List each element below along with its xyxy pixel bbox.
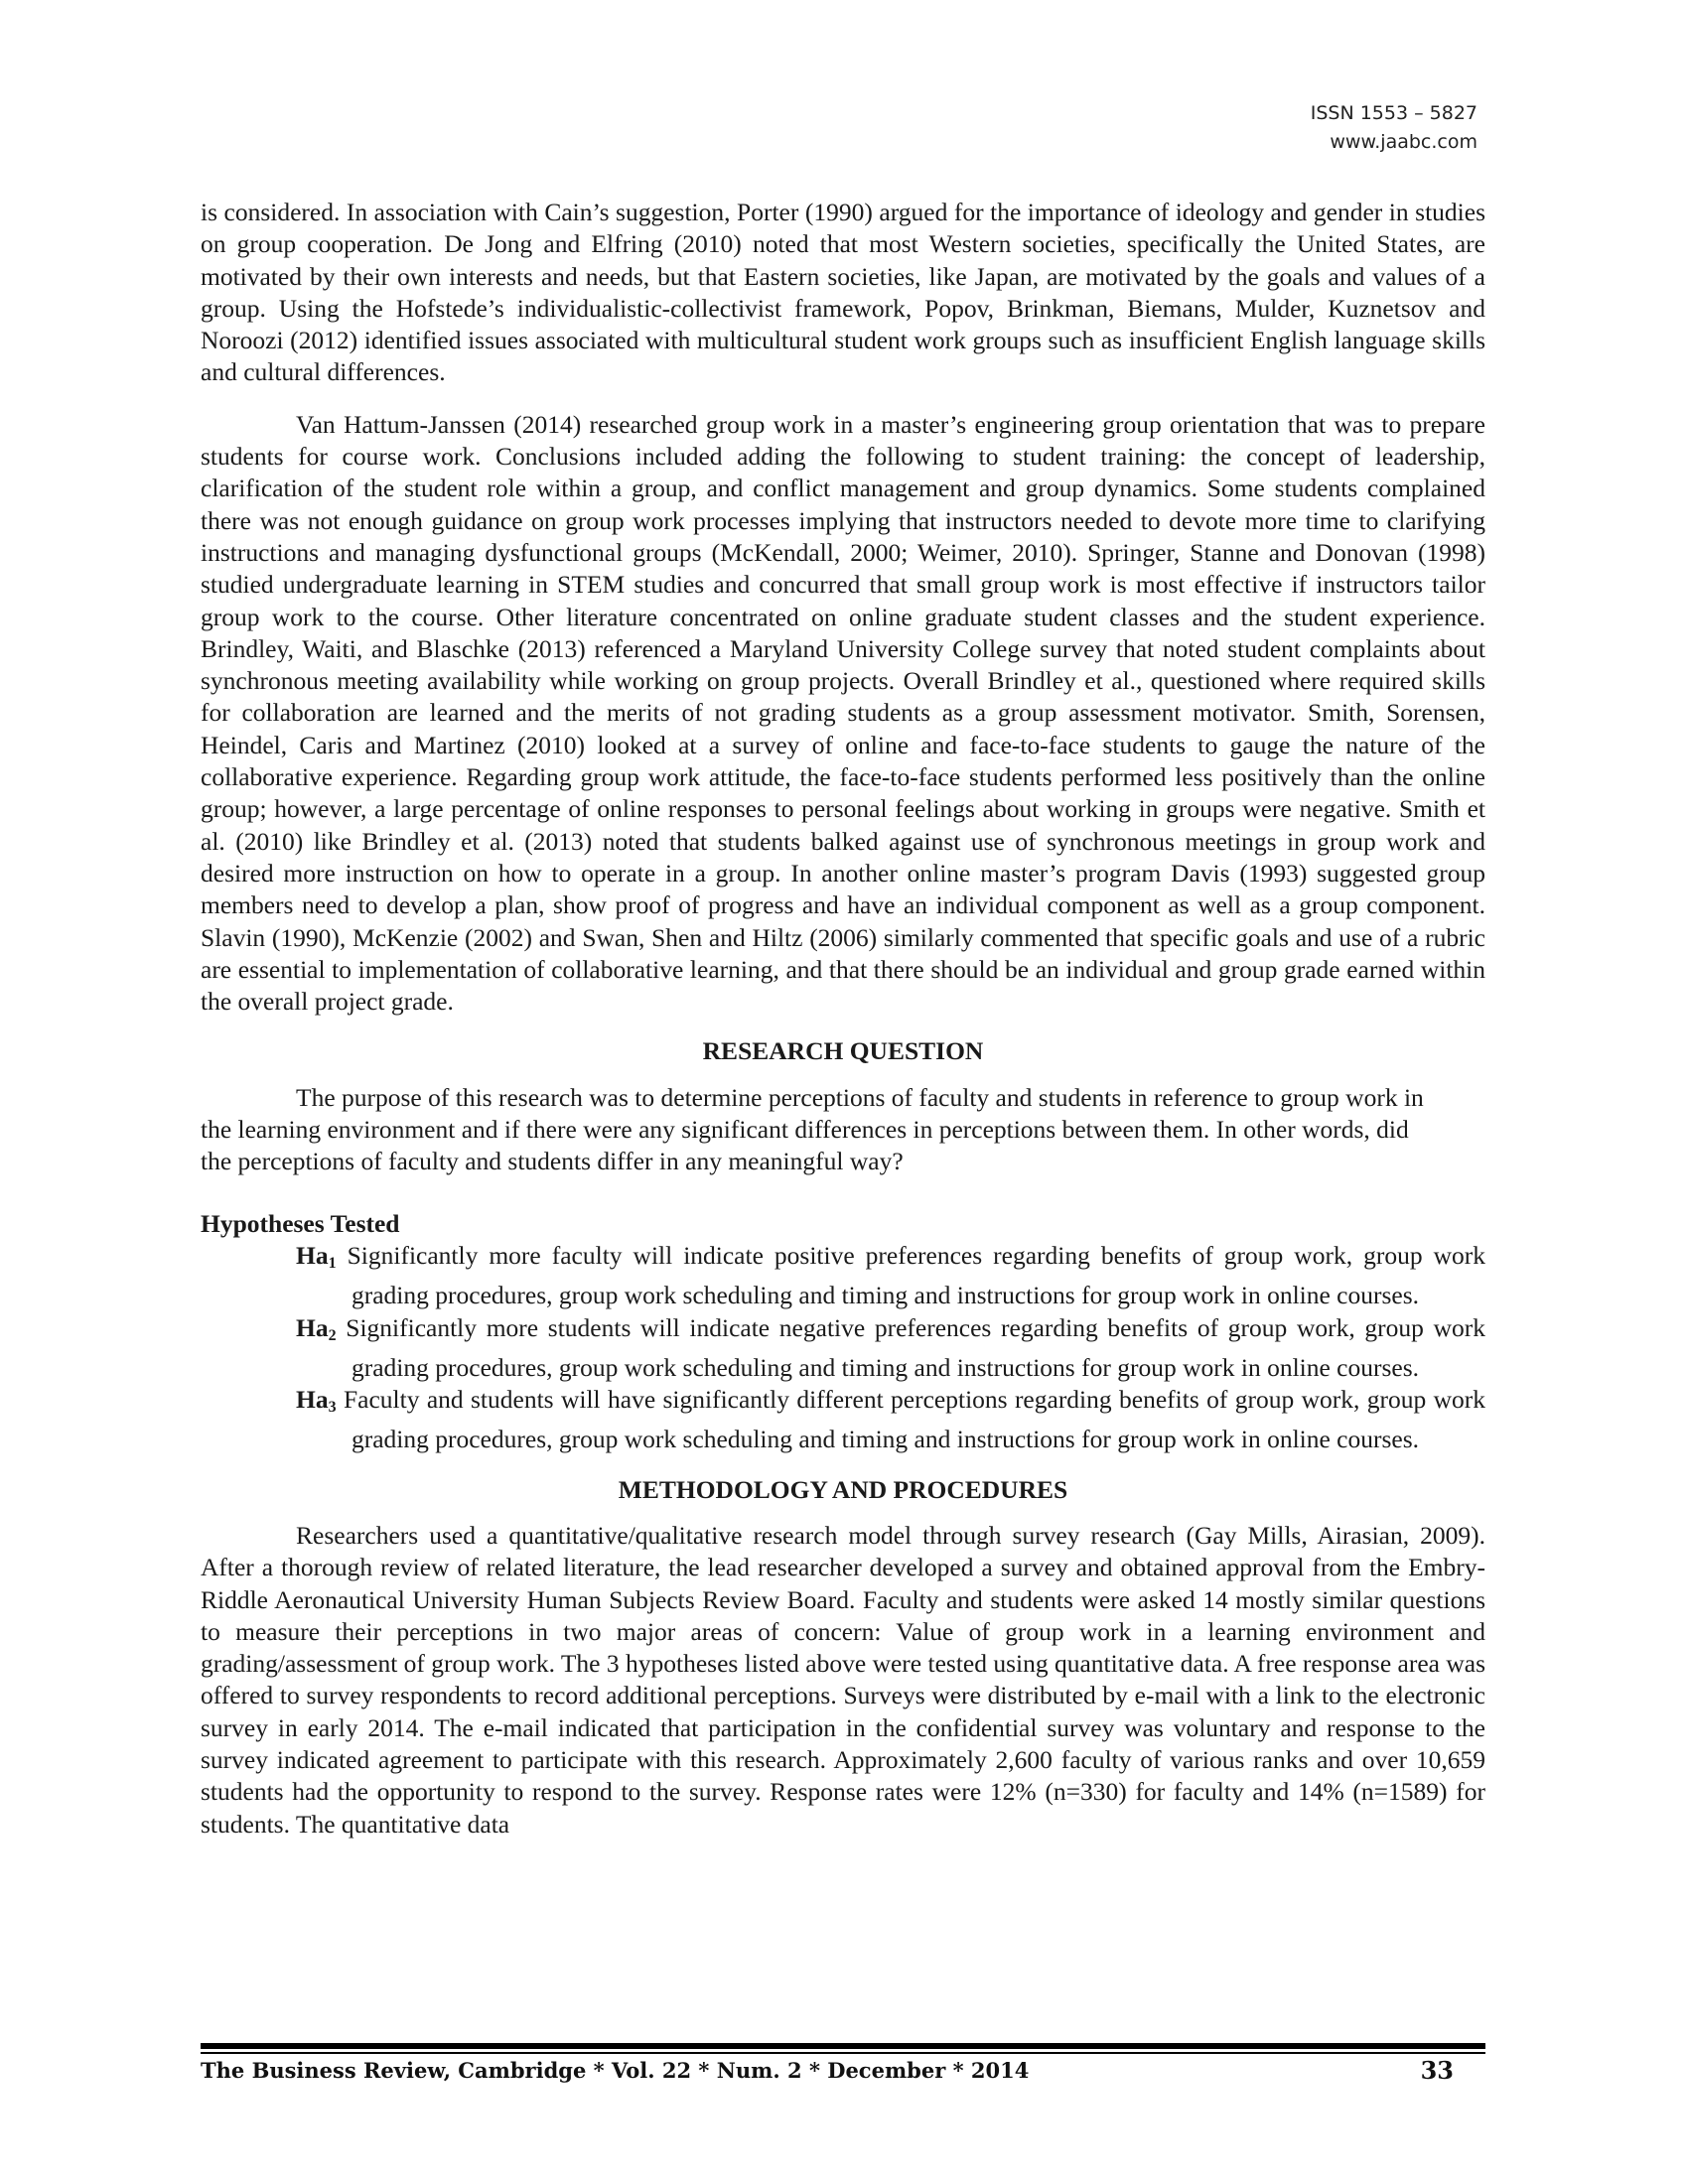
footer-rule-thin: [201, 2052, 1485, 2054]
journal-citation: The Business Review, Cambridge * Vol. 22 * Num. 2 * December * 2014: [201, 2058, 1030, 2083]
running-footer: [201, 2055, 1454, 2087]
issn-label: ISSN 1553 – 5827: [1310, 102, 1477, 124]
running-header: [1311, 99, 1477, 157]
page-number: 33: [1420, 2056, 1454, 2085]
hypothesis-item: [296, 1312, 1485, 1385]
hypothesis-text: Faculty and students will have significantly different perceptions regarding benefits of group work, group work grading procedures, group work scheduling and timing and instructions for group work in online courses.: [336, 1385, 1485, 1454]
hypothesis-item: [296, 1384, 1485, 1456]
section-heading-research-question: RESEARCH QUESTION: [702, 1036, 984, 1066]
footer-rule-thick: [201, 2043, 1485, 2049]
page-body: [201, 197, 1485, 1841]
body-paragraph: Van Hattum-Janssen (2014) researched group work in a master’s engineering group orientation that was to prepare students for course work. Conclusions included adding the following to student training: the concept of leadership, clarification of the student role within a group, and conflict management and group dynamics. Some students complained there was not enough guidance on group work processes implying that instructors needed to devote more time to clarifying instructions and managing dysfunctional groups (McKendall, 2000; Weimer, 2010). Springer, Stanne and Donovan (1998) studied undergraduate learning in STEM studies and concurred that small group work is most effective if instructors tailor group work to the course. Other literature concentrated on online graduate student classes and the student experience. Brindley, Waiti, and Blaschke (2013) referenced a Maryland University College survey that noted student complaints about synchronous meeting availability while working on group projects. Overall Brindley et al., questioned where required skills for collaboration are learned and the merits of not grading students as a group assessment motivator. Smith, Sorensen, Heindel, Caris and Martinez (2010) looked at a survey of online and face-to-face students to gauge the nature of the collaborative experience. Regarding group work attitude, the face-to-face students performed less positively than the online group; however, a large percentage of online responses to personal feelings about working in groups were negative. Smith et al. (2010) like Brindley et al. (2013) noted that students balked against use of synchronous meetings in group work and desired more instruction on how to operate in a group. In another online master’s program Davis (1993) suggested group members need to develop a plan, show proof of progress and have an individual component as well as a group component. Slavin (1990), McKenzie (2002) and Swan, Shen and Hiltz (2006) similarly commented that specific goals and use of a rubric are essential to implementation of collaborative learning, and that there should be an individual and group grade earned within the overall project grade.: [201, 409, 1485, 1017]
hypothesis-id: $Ha_3$: [296, 1385, 337, 1417]
body-paragraph: The purpose of this research was to determine perceptions of faculty and students in reference to group work in the learning environment and if there were any significant differences in perceptions between them. In other words, did the perceptions of faculty and students differ in any meaningful way?: [201, 1082, 1424, 1176]
journal-url: www.jaabc.com: [1330, 131, 1477, 153]
hypothesis-text: Significantly more students will indicate negative preferences regarding benefits of group work, group work grading procedures, group work scheduling and timing and instructions for group work in online courses.: [336, 1312, 1485, 1382]
section-heading-methodology: METHODOLOGY AND PROCEDURES: [618, 1474, 1068, 1504]
subsection-heading-hypotheses: Hypotheses Tested: [201, 1208, 400, 1238]
hypothesis-id: $Ha_2$: [296, 1312, 337, 1344]
hypothesis-text: Significantly more faculty will indicate positive preferences regarding benefits of group work, group work grading procedures, group work scheduling and timing and instructions for group work in online courses.: [336, 1240, 1485, 1310]
body-paragraph: Researchers used a quantitative/qualitative research model through survey research (Gay Mills, Airasian, 2009). After a thorough review of related literature, the lead researcher developed a survey and obtained approval from the Embry-Riddle Aeronautical University Human Subjects Review Board. Faculty and students were asked 14 mostly similar questions to measure their perceptions in two major areas of concern: Value of group work in a learning environment and grading/assessment of group work. The 3 hypotheses listed above were tested using quantitative data. A free response area was offered to survey respondents to record additional perceptions. Surveys were distributed by e-mail with a link to the electronic survey in early 2014. The e-mail indicated that participation in the confidential survey was voluntary and response to the survey indicated agreement to participate with this research. Approximately 2,600 faculty of various ranks and over 10,659 students had the opportunity to respond to the survey. Response rates were 12% (n=330) for faculty and 14% (n=1589) for students. The quantitative data: [201, 1520, 1486, 1839]
body-paragraph: is considered. In association with Cain’s suggestion, Porter (1990) argued for the importance of ideology and gender in studies on group cooperation. De Jong and Elfring (2010) noted that most Western societies, specifically the United States, are motivated by their own interests and needs, but that Eastern societies, like Japan, are motivated by the goals and values of a group. Using the Hofstede’s individualistic-collectivist framework, Popov, Brinkman, Biemans, Mulder, Kuznetsov and Noroozi (2012) identified issues associated with multicultural student work groups such as insufficient English language skills and cultural differences.: [201, 198, 1485, 387]
hypothesis-id: $Ha_1$: [296, 1240, 337, 1272]
hypothesis-item: [296, 1240, 1485, 1312]
